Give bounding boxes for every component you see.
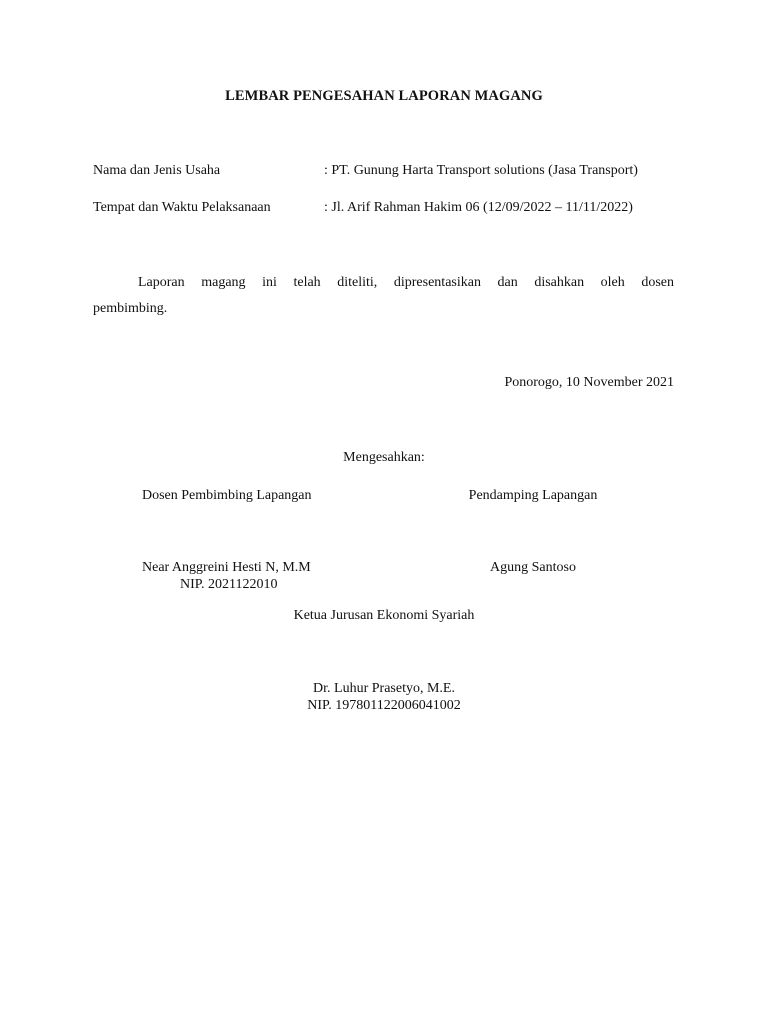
field-value-place-time: : Jl. Arif Rahman Hakim 06 (12/09/2022 – 11/11/2022) xyxy=(324,200,633,215)
document-title: LEMBAR PENGESAHAN LAPORAN MAGANG xyxy=(225,88,543,104)
bottom-signatory-role: Ketua Jurusan Ekonomi Syariah xyxy=(293,608,475,623)
left-signatory-nip: NIP. 2021122010 xyxy=(180,577,278,592)
bottom-signatory-nip: NIP. 197801122006041002 xyxy=(307,698,461,713)
approval-paragraph-line-1: Laporan magang ini telah diteliti, dipresentasikan dan disahkan oleh dosen xyxy=(138,275,674,290)
approval-heading: Mengesahkan: xyxy=(343,450,425,465)
left-signatory-role: Dosen Pembimbing Lapangan xyxy=(142,488,312,503)
field-label-business-name: Nama dan Jenis Usaha xyxy=(93,163,221,178)
place-date: Ponorogo, 10 November 2021 xyxy=(504,375,674,390)
left-signatory-name: Near Anggreini Hesti N, M.M xyxy=(142,560,311,575)
approval-paragraph-line-2: pembimbing. xyxy=(93,301,168,316)
right-signatory-name: Agung Santoso xyxy=(490,560,576,575)
right-signatory-role: Pendamping Lapangan xyxy=(468,488,598,503)
bottom-signatory-name: Dr. Luhur Prasetyo, M.E. xyxy=(313,681,455,696)
field-label-place-time: Tempat dan Waktu Pelaksanaan xyxy=(93,200,271,215)
field-value-business-name: : PT. Gunung Harta Transport solutions (Jasa Transport) xyxy=(324,163,638,178)
